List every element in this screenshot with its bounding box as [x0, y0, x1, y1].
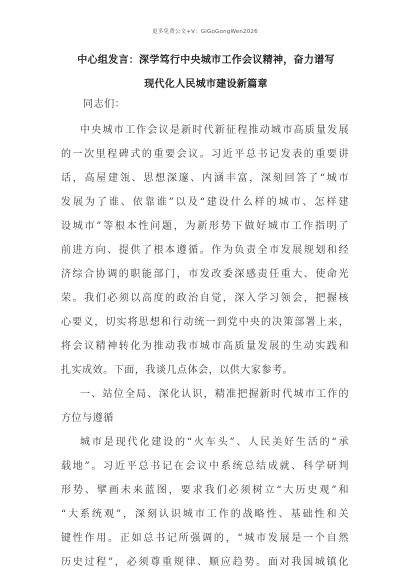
body-line: 中央城市工作会议是新时代新征程推动城市高质量发展: [80, 125, 349, 136]
section-heading-line: 方位与遵循: [61, 413, 114, 424]
body-line: 济综合协调的职能部门，市发改委深感责任重大、使命光: [61, 269, 349, 280]
salutation: 同志们：: [83, 99, 126, 110]
body-line: 载地”。习近平总书记在会议中系统总结成就、科学研判: [61, 461, 349, 472]
body-line: 城市是现代化建设的“火车头”、人民美好生活的“承: [80, 437, 349, 448]
body-line: 前进方向、提供了根本遵循。作为负责全市发展规划和经: [61, 245, 349, 256]
section-heading-line: 一、站位全局、深化认识，精准把握新时代城市工作的: [80, 389, 349, 400]
body-line: 将会议精神转化为推动我市城市高质量发展的生动实践和: [61, 341, 349, 352]
body-line: 话，高屋建瓴、思想深邃、内涵丰富，深刻回答了“城市: [61, 173, 349, 184]
body-line: “大系统观”，深刻认识城市工作的战略性、基础性和关: [61, 509, 349, 520]
body-line: 心要义，切实将思想和行动统一到党中央的决策部署上来，: [61, 317, 349, 328]
body-line: 荣。我们必须以高度的政治自觉，深入学习领会，把握核: [61, 293, 349, 304]
header-promo-note: 更多免费公文+V：GiGoGongWen2026: [152, 29, 258, 35]
body-line: 扎实成效。下面，我谈几点体会，以供大家参考。: [61, 365, 294, 376]
body-line: 设城市”等根本性问题，为新形势下做好城市工作指明了: [61, 221, 349, 232]
body-line: 键性作用。正如总书记所强调的，“城市发展是一个自然: [61, 533, 349, 544]
body-line: 历史过程”，必须尊重规律、顺应趋势。面对我国城镇化: [61, 557, 349, 568]
body-line: 发展为了谁、依靠谁”以及“建设什么样的城市、怎样建: [61, 197, 349, 208]
body-line: 的一次里程碑式的重要会议。习近平总书记发表的重要讲: [61, 149, 349, 160]
body-line: 形势、擘画未来蓝图，要求我们必须树立“大历史观”和: [61, 485, 349, 496]
document-title-line-2: 现代化人民城市建设新篇章: [144, 79, 268, 90]
document-title-line-1: 中心组发言：深学笃行中央城市工作会议精神，奋力谱写: [77, 55, 335, 66]
